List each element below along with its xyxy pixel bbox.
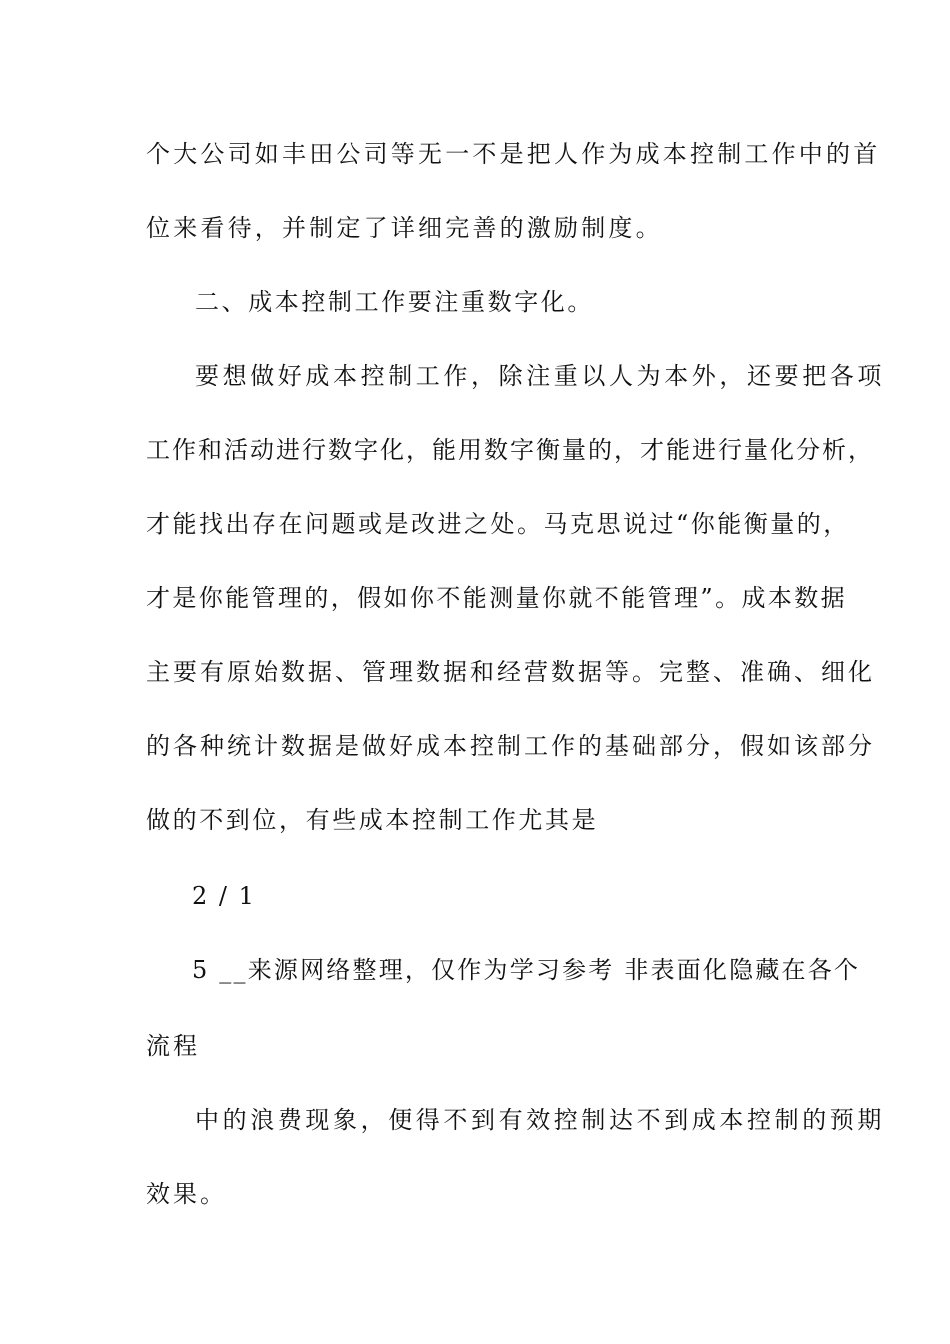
text-line: 个大公司如丰田公司等无一不是把人作为成本控制工作中的首 bbox=[146, 140, 881, 168]
text-line: 才能找出存在问题或是改进之处。马克思说过“你能衡量的， bbox=[146, 510, 850, 538]
text-line: 中的浪费现象，便得不到有效控制达不到成本控制的预期 bbox=[195, 1106, 885, 1134]
section-heading: 二、成本控制工作要注重数字化。 bbox=[195, 288, 594, 316]
text-line: 才是你能管理的，假如你不能测量你就不能管理”。成本数据 bbox=[146, 584, 848, 612]
source-note-line: 5 __来源网络整理，仅作为学习参考 非表面化隐藏在各个 bbox=[192, 956, 861, 984]
page-number: 2 / 1 bbox=[192, 882, 256, 910]
text-line: 的各种统计数据是做好成本控制工作的基础部分，假如该部分 bbox=[146, 732, 875, 760]
text-line: 流程 bbox=[146, 1032, 200, 1060]
text-line: 要想做好成本控制工作，除注重以人为本外，还要把各项 bbox=[195, 362, 885, 390]
text-line: 主要有原始数据、管理数据和经营数据等。完整、准确、细化 bbox=[146, 658, 875, 686]
text-line: 工作和活动进行数字化，能用数字衡量的，才能进行量化分析， bbox=[146, 436, 874, 464]
text-line: 效果。 bbox=[146, 1180, 227, 1208]
text-line: 做的不到位，有些成本控制工作尤其是 bbox=[146, 806, 599, 834]
text-line: 位来看待，并制定了详细完善的激励制度。 bbox=[146, 214, 663, 242]
